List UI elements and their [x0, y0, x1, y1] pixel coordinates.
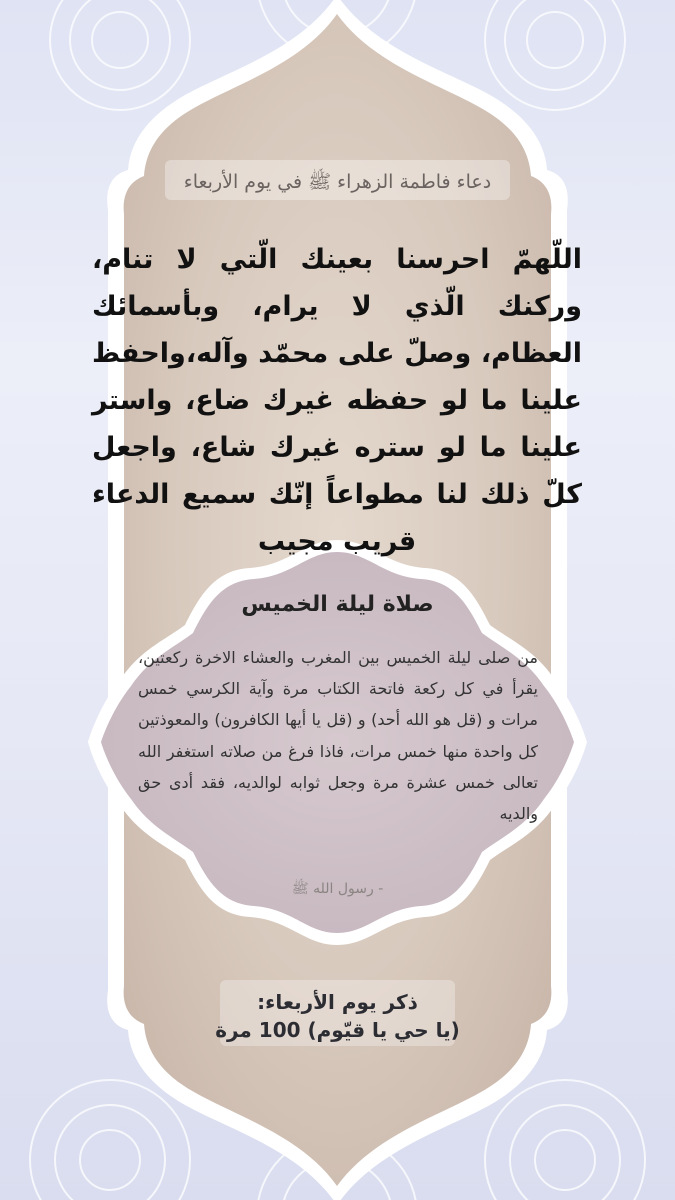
salat-title: صلاة ليلة الخميس	[241, 592, 434, 617]
dhikr-box	[0, 988, 675, 1044]
dhikr-text: (يا حي يا قيّوم) 100 مرة	[215, 1018, 460, 1042]
salat-description: من صلى ليلة الخميس بين المغرب والعشاء الاخرة ركعتين، يقرأ في كل ركعة فاتحة الكتاب مرة وآية الكرسي خمس مرات و (قل هو الله أحد) و (قل يا أيها الكافرون) والمعوذتين كل واحدة منها خمس مرات، فاذا فرغ من صلاته استغفر الله تعالى خمس عشرة مرة وجعل ثوابه لوالديه، فقد أدى حق والديه	[138, 648, 538, 824]
dhikr-heading: ذكر يوم الأربعاء:	[257, 990, 418, 1014]
page-title: دعاء فاطمة الزهراء ﷺ في يوم الأربعاء	[183, 171, 492, 193]
prayer-text: اللّهمّ احرسنا بعينك الّتي لا تنام، وركنك الّذي لا يرام، وبأسمائك العظام، وصلّ على محمّد وآله،واحفظ علينا ما لو حفظه غيرك ضاع، واستر علينا ما لو ستره غيرك شاع، واجعل كلّ ذلك لنا مطواعاً إنّك سميع الدعاء قريب مجيب	[92, 244, 582, 557]
hadith-source: - رسول الله ﷺ	[291, 881, 384, 897]
